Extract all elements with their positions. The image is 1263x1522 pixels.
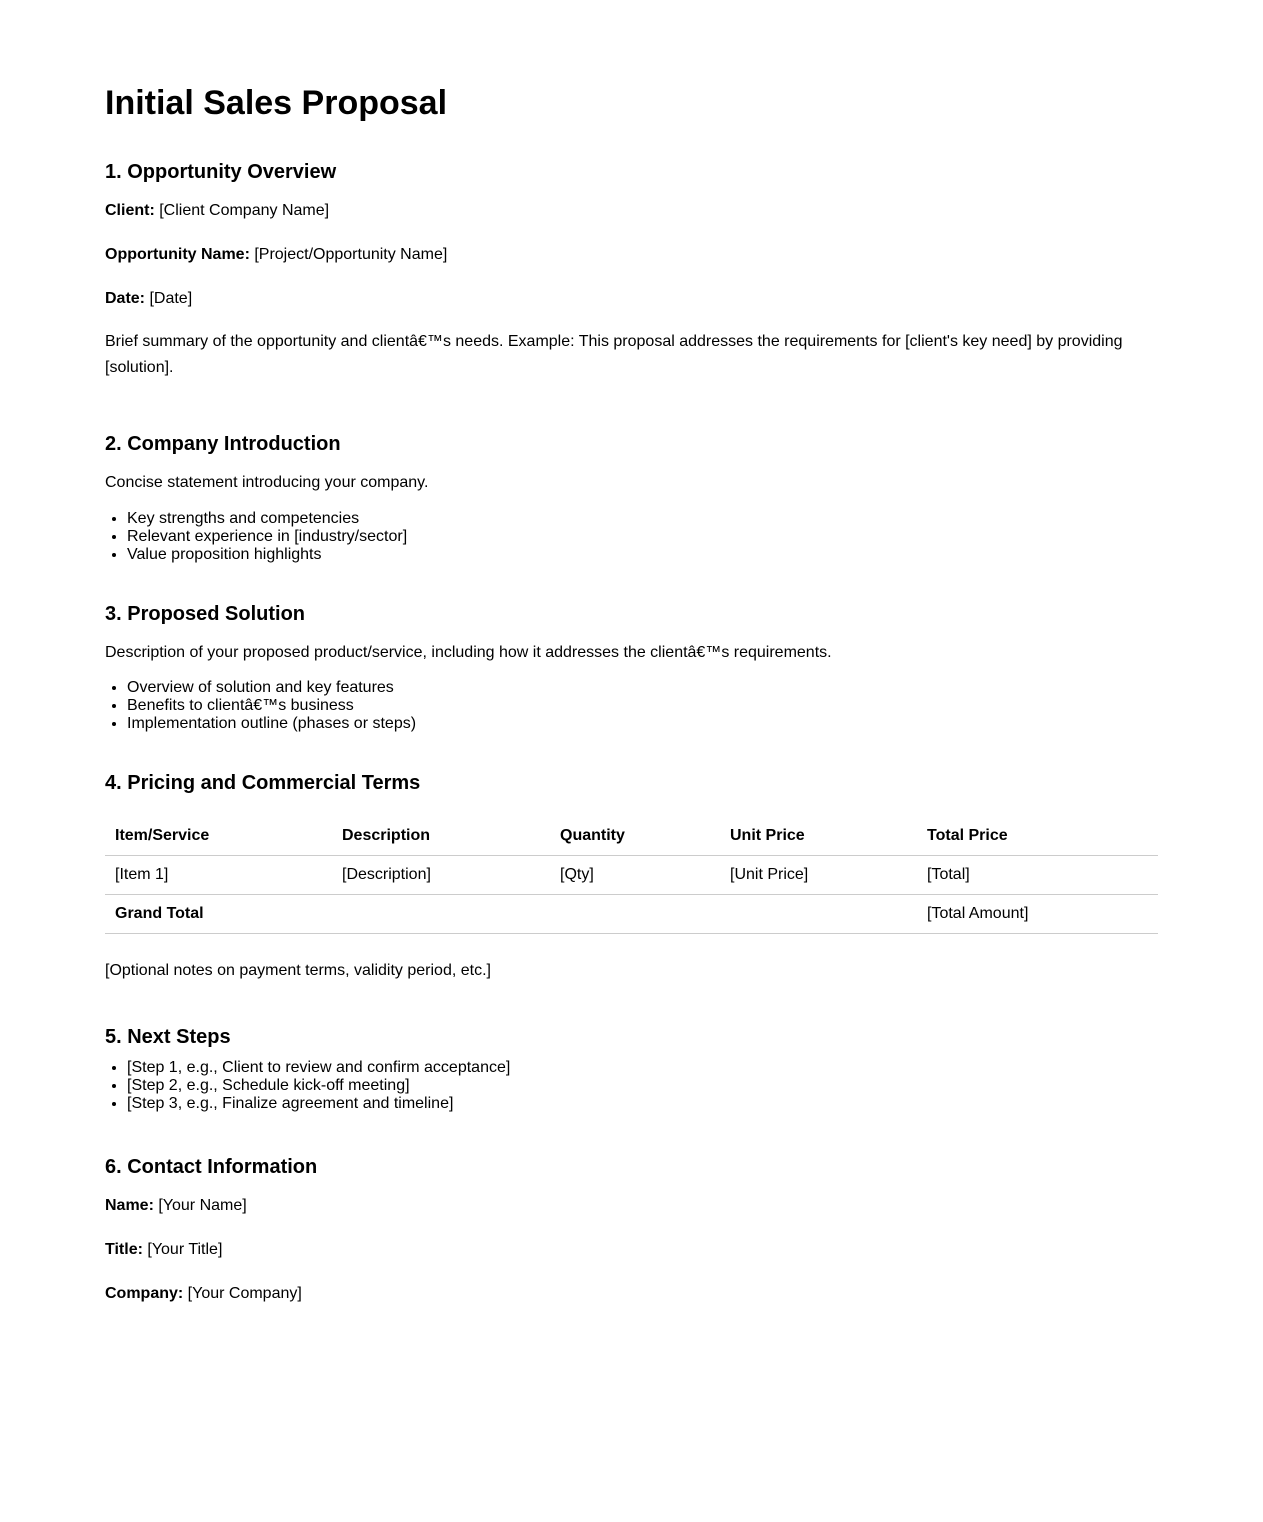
pricing-table (105, 817, 1158, 934)
field-label: Opportunity Name: (105, 246, 250, 263)
field-value: [Your Title] (142, 1241, 223, 1258)
field-value: [Client Company Name] (154, 202, 330, 219)
document-page (105, 0, 1158, 1302)
list-item: • [Step 3, e.g., Finalize agreement and timeline] (127, 1095, 1158, 1113)
section-company-introduction (105, 430, 1158, 564)
section-heading: 5. Next Steps (105, 1026, 231, 1048)
pricing-notes: [Optional notes on payment terms, validity period, etc.] (105, 962, 491, 979)
cell-item: [Item 1] (105, 856, 332, 895)
field-title (105, 1237, 1158, 1263)
cell-unit-price: [Unit Price] (720, 856, 917, 895)
list-item: • Value proposition highlights (127, 546, 1158, 564)
company-bullets (105, 510, 1158, 564)
section-pricing (105, 769, 1158, 984)
section-heading: 1. Opportunity Overview (105, 161, 337, 183)
grand-total-label: Grand Total (105, 895, 332, 934)
section-heading: 3. Proposed Solution (105, 603, 306, 625)
field-opportunity-name (105, 242, 1158, 268)
solution-bullets (105, 679, 1158, 733)
grand-total-value: [Total Amount] (917, 895, 1158, 934)
column-header-description: Description (332, 817, 550, 856)
list-item: • Key strengths and competencies (127, 510, 1158, 528)
list-item: • Overview of solution and key features (127, 679, 1158, 697)
cell-description: [Description] (332, 856, 550, 895)
cell-total: [Total] (917, 856, 1158, 895)
column-header-item: Item/Service (105, 817, 332, 856)
field-value: [Your Name] (153, 1197, 247, 1214)
company-intro-text: Concise statement introducing your company. (105, 474, 429, 491)
list-item: • Relevant experience in [industry/sector] (127, 528, 1158, 546)
field-label: Title: (105, 1241, 143, 1258)
list-item: • Benefits to clientâ€™s business (127, 697, 1158, 715)
column-header-quantity: Quantity (550, 817, 720, 856)
table-header-row (105, 817, 1158, 856)
field-label: Company: (105, 1285, 184, 1302)
field-value: [Project/Opportunity Name] (249, 246, 448, 263)
list-item: • [Step 1, e.g., Client to review and confirm acceptance] (127, 1059, 1158, 1077)
solution-intro-text: Description of your proposed product/service, including how it addresses the clientâ€™s requirements. (105, 644, 832, 661)
field-label: Date: (105, 290, 146, 307)
section-heading: 6. Contact Information (105, 1156, 318, 1178)
list-item: • [Step 2, e.g., Schedule kick-off meeting] (127, 1077, 1158, 1095)
field-value: [Your Company] (183, 1285, 302, 1302)
document-title: Initial Sales Proposal (105, 84, 448, 122)
empty-cell (720, 895, 917, 934)
section-next-steps (105, 1023, 1158, 1113)
field-label: Client: (105, 202, 155, 219)
list-item: • Implementation outline (phases or steps) (127, 715, 1158, 733)
grand-total-row (105, 895, 1158, 934)
section-heading: 4. Pricing and Commercial Terms (105, 772, 421, 794)
column-header-total-price: Total Price (917, 817, 1158, 856)
section-contact-information (105, 1153, 1158, 1302)
next-steps-bullets (105, 1059, 1158, 1113)
field-company (105, 1281, 1158, 1302)
empty-cell (332, 895, 550, 934)
section-proposed-solution (105, 600, 1158, 733)
document-body (105, 158, 1158, 1302)
opportunity-summary: Brief summary of the opportunity and clientâ€™s needs. Example: This proposal addresses the requirements for [client's key need] by providing [solution]. (105, 333, 1123, 376)
field-client (105, 198, 1158, 224)
column-header-unit-price: Unit Price (720, 817, 917, 856)
section-opportunity-overview (105, 158, 1158, 381)
table-row (105, 856, 1158, 895)
cell-quantity: [Qty] (550, 856, 720, 895)
field-value: [Date] (145, 290, 193, 307)
empty-cell (550, 895, 720, 934)
field-name (105, 1193, 1158, 1219)
section-heading: 2. Company Introduction (105, 433, 341, 455)
field-date (105, 286, 1158, 312)
field-label: Name: (105, 1197, 154, 1214)
